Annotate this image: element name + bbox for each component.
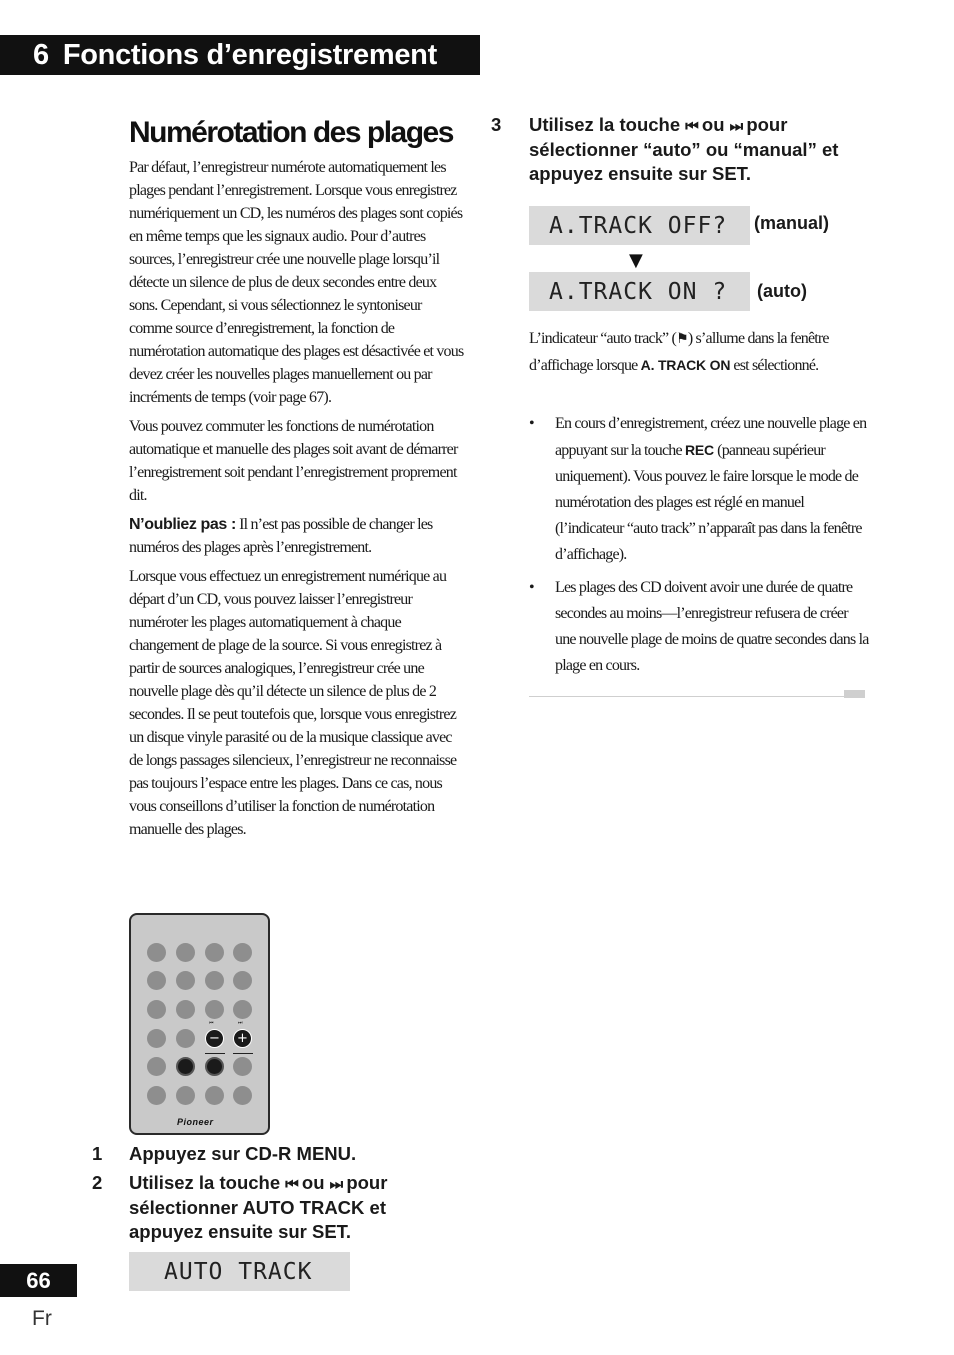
indicator-text-c: est sélectionné. xyxy=(730,357,819,374)
bullet-item xyxy=(529,411,869,571)
note-lead: N’oubliez pas : xyxy=(129,516,236,533)
remote-button xyxy=(205,1000,224,1019)
set-button xyxy=(205,1057,224,1076)
cd-r-menu-button xyxy=(176,1057,195,1076)
remote-button xyxy=(147,1057,166,1076)
bullet-text: Les plages des CD doivent avoir une durée de quatre secondes au moins—l’enregistreur refusera de créer une nouvelle plage de moins de quatre secondes dans la plage en cours. xyxy=(555,579,869,674)
remote-button xyxy=(147,1000,166,1019)
section-end-rule xyxy=(529,696,865,697)
step-3 xyxy=(491,113,871,185)
auto-track-display: AUTO TRACK xyxy=(129,1252,350,1291)
left-column xyxy=(129,156,467,847)
bullet-dot: • xyxy=(529,415,534,432)
remote-control-illustration xyxy=(129,913,270,1135)
chapter-header xyxy=(0,35,480,75)
next-icon: ⏭ xyxy=(329,1175,342,1193)
remote-button xyxy=(176,1000,195,1019)
rec-key: REC xyxy=(685,442,714,458)
switch-paragraph: Vous pouvez commuter les fonctions de numérotation automatique et manuelle des plages soit avant de démarrer l’enregistrement soit pendant l’enregistrement proprement dit. xyxy=(129,418,458,504)
remote-button xyxy=(176,1086,195,1105)
step-3-line3: appuyez ensuite sur SET. xyxy=(529,163,752,184)
bullet1-text-b: (panneau supérieur uniquement). Vous pouvez le faire lorsque le mode de numérotation des plages est réglé en manuel (l’indicateur “auto track” n’apparaît pas dans la fenêtre d’affichage). xyxy=(555,442,862,563)
step-1-text: Appuyez sur CD-R MENU. xyxy=(129,1143,357,1164)
indicator-paragraph xyxy=(529,326,869,379)
remote-button xyxy=(233,1086,252,1105)
step-3-mid: ou xyxy=(696,114,730,135)
step-3-text xyxy=(529,113,871,186)
note-text: Il n’est pas possible de changer les numéros des plages après l’enregistrement. xyxy=(129,516,433,556)
brand-logo: Pioneer xyxy=(177,1117,214,1127)
step-2-text xyxy=(129,1171,472,1244)
remote-button xyxy=(176,971,195,990)
step-2-line2: sélectionner AUTO TRACK et xyxy=(129,1197,386,1218)
remote-button xyxy=(147,1029,166,1048)
remote-button xyxy=(147,943,166,962)
bullet1-text-a: En cours d’enregistrement, créez une nouvelle plage en appuyant sur la touche xyxy=(555,415,867,459)
indicator-text-b: ) s’allume dans la fenêtre d’affichage lorsque xyxy=(529,330,829,374)
plus-button: + xyxy=(233,1029,252,1048)
remote-button xyxy=(147,971,166,990)
remote-button xyxy=(147,1086,166,1105)
section-end-marker xyxy=(844,690,865,698)
next-mark: ⏭ xyxy=(238,1020,243,1026)
remote-button xyxy=(176,1029,195,1048)
prev-mark: ⏮ xyxy=(209,1020,214,1026)
indicator-key: A. TRACK ON xyxy=(640,357,731,373)
track-on-display: A.TRACK ON ? xyxy=(529,272,750,311)
page-number: 66 xyxy=(0,1264,77,1297)
next-icon: ⏭ xyxy=(729,117,742,135)
minus-button: − xyxy=(205,1029,224,1048)
intro-paragraph: Par défaut, l’enregistreur numérote automatiquement les plages pendant l’enregistrement. Lorsque vous enregistrez numériquement un CD, les numéros des plages sont copiés en même temps que les signaux audio. Pour d’autres sources, l’enregistreur crée une nouvelle plage lorsqu’il détecte un silence de plus de deux secondes entre deux sons. Cependant, si vous sélectionnez le syntoniseur comme source d’enregistrement, la fonction de numérotation automatique des plages est désactivée et vous devez créer les nouvelles plages manuellement ou par incréments de temps (voir page 67). xyxy=(129,159,464,406)
step-2-pre: Utilisez la touche xyxy=(129,1172,286,1193)
step-2-line3: appuyez ensuite sur SET. xyxy=(129,1221,352,1242)
step-2 xyxy=(92,1171,472,1243)
step-1 xyxy=(92,1142,472,1166)
previous-icon: ⏮ xyxy=(685,117,697,135)
step-2-post: pour xyxy=(341,1172,388,1193)
step-3-line2: sélectionner “auto” ou “manual” et xyxy=(529,139,839,160)
chapter-title: Fonctions d’enregistrement xyxy=(62,38,437,71)
remote-button xyxy=(233,1000,252,1019)
previous-icon: ⏮ xyxy=(285,1175,297,1193)
step-1-number: 1 xyxy=(92,1143,103,1164)
remote-button xyxy=(176,943,195,962)
down-arrow-icon: ▼ xyxy=(629,250,643,271)
step-3-post: pour xyxy=(741,114,788,135)
remote-button xyxy=(205,971,224,990)
remote-button xyxy=(205,1086,224,1105)
manual-label: (manual) xyxy=(754,213,830,233)
auto-label: (auto) xyxy=(757,281,807,301)
remote-button xyxy=(233,1057,252,1076)
remote-button xyxy=(233,971,252,990)
note-paragraph xyxy=(129,513,467,559)
auto-track-flag-icon: ⚑ xyxy=(676,331,688,347)
bullet-text xyxy=(555,411,869,568)
indicator-text-a: L’indicateur “auto track” ( xyxy=(529,330,677,347)
bullet-item xyxy=(529,575,869,685)
step-2-number: 2 xyxy=(92,1172,103,1193)
step-3-pre: Utilisez la touche xyxy=(529,114,686,135)
step-2-mid: ou xyxy=(296,1172,330,1193)
step-3-number: 3 xyxy=(491,114,502,135)
track-off-display: A.TRACK OFF? xyxy=(529,206,750,245)
chapter-number: 6 xyxy=(33,38,49,71)
bullet-dot: • xyxy=(529,579,534,596)
remote-button xyxy=(205,943,224,962)
language-code: Fr xyxy=(32,1307,52,1330)
section-title: Numérotation des plages xyxy=(129,116,453,149)
remote-button xyxy=(233,943,252,962)
digital-paragraph: Lorsque vous effectuez un enregistrement numérique au départ d’un CD, vous pouvez laisser l’enregistreur numéroter les plages automatiquement à chaque changement de plage de la source. Si vous enregistrez à partir de sources analogiques, l’enregistreur crée une nouvelle plage dès qu’il détecte un silence de plus de 2 secondes. Il se peut toutefois que, lorsque vous enregistrez un disque vinyle parasité ou de la musique classique avec de longs passages silencieux, l’enregistreur ne reconnaisse pas toujours l’espace entre les plages. Dans ce cas, nous vous conseillons d’utiliser la fonction de numérotation manuelle des plages. xyxy=(129,568,457,838)
